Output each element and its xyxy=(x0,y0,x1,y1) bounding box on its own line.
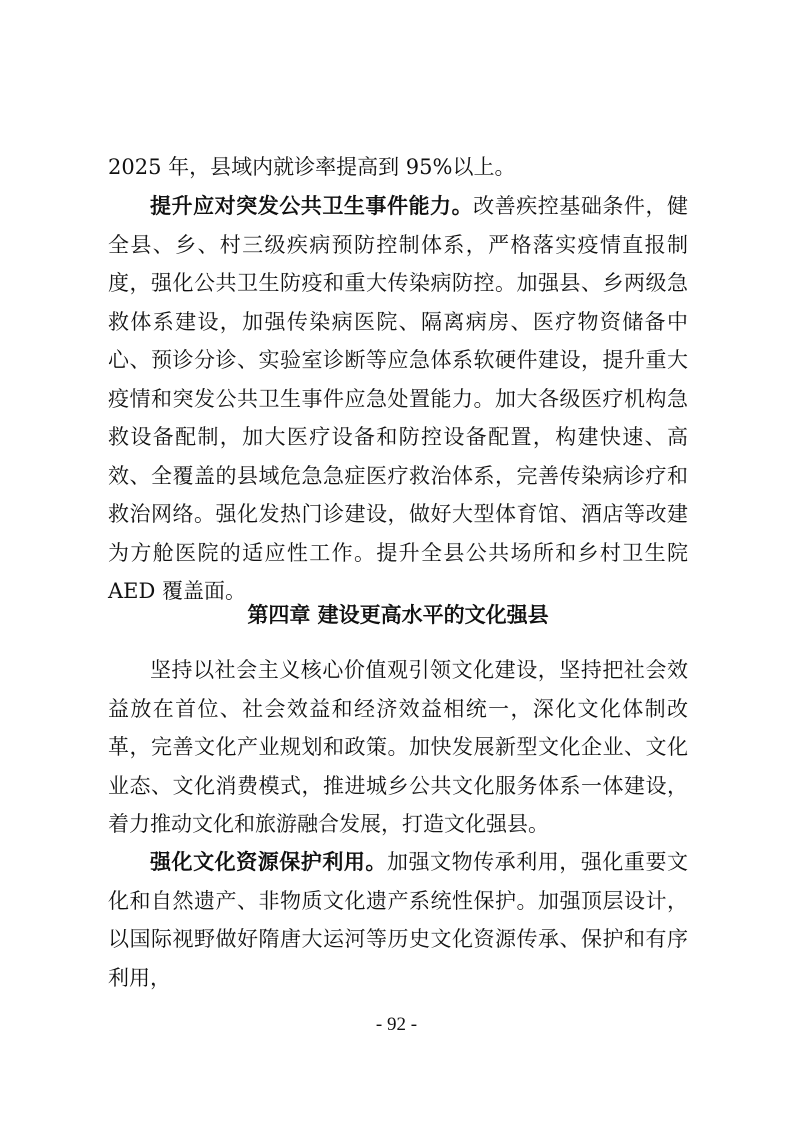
paragraph-lead-culture: 强化文化资源保护利用。 xyxy=(150,850,387,874)
page-number: - 92 - xyxy=(375,1014,418,1035)
paragraph-public-health xyxy=(108,187,688,611)
paragraph-body-culture: 加强文物传承利用，强化重要文化和自然遗产、非物质文化遗产系统性保护。加强顶层设计，以国际视野做好隋唐大运河等历史文化资源传承、保护和有序利用， xyxy=(108,850,689,990)
chapter-heading: 第四章 建设更高水平的文化强县 xyxy=(247,603,549,627)
paragraph-chapter-intro: 坚持以社会主义核心价值观引领文化建设，坚持把社会效益放在首位、社会效益和经济效益相统一，深化文化体制改革，完善文化产业规划和政策。加快发展新型文化企业、文化业态、文化消费模式，推进城乡公共文化服务体系一体建设，着力推动文化和旅游融合发展，打造文化强县。 xyxy=(108,658,688,836)
paragraph-body-public-health: 改善疾控基础条件，健全县、乡、村三级疾病预防控制体系，严格落实疫情直报制度，强化公共卫生防疫和重大传染病防控。加强县、乡两级急救体系建设，加强传染病医院、隔离病房、医疗物资储备中心、预诊分诊、实验室诊断等应急体系软硬件建设，提升重大疫情和突发公共卫生事件应急处置能力。加大各级医疗机构急救设备配制，加大医疗设备和防控设备配置，构建快速、高效、全覆盖的县域危急急症医疗救治体系，完善传染病诊疗和救治网络。强化发热门诊建设，做好大型体育馆、酒店等改建为方舱医院的适应性工作。提升全县公共场所和乡村卫生院 AED 覆盖面。 xyxy=(108,194,688,603)
paragraph-lead-public-health: 提升应对突发公共卫生事件能力。 xyxy=(150,194,474,218)
paragraph-continuation: 2025 年，县域内就诊率提高到 95%以上。 xyxy=(108,155,516,179)
paragraph-culture xyxy=(108,843,688,997)
